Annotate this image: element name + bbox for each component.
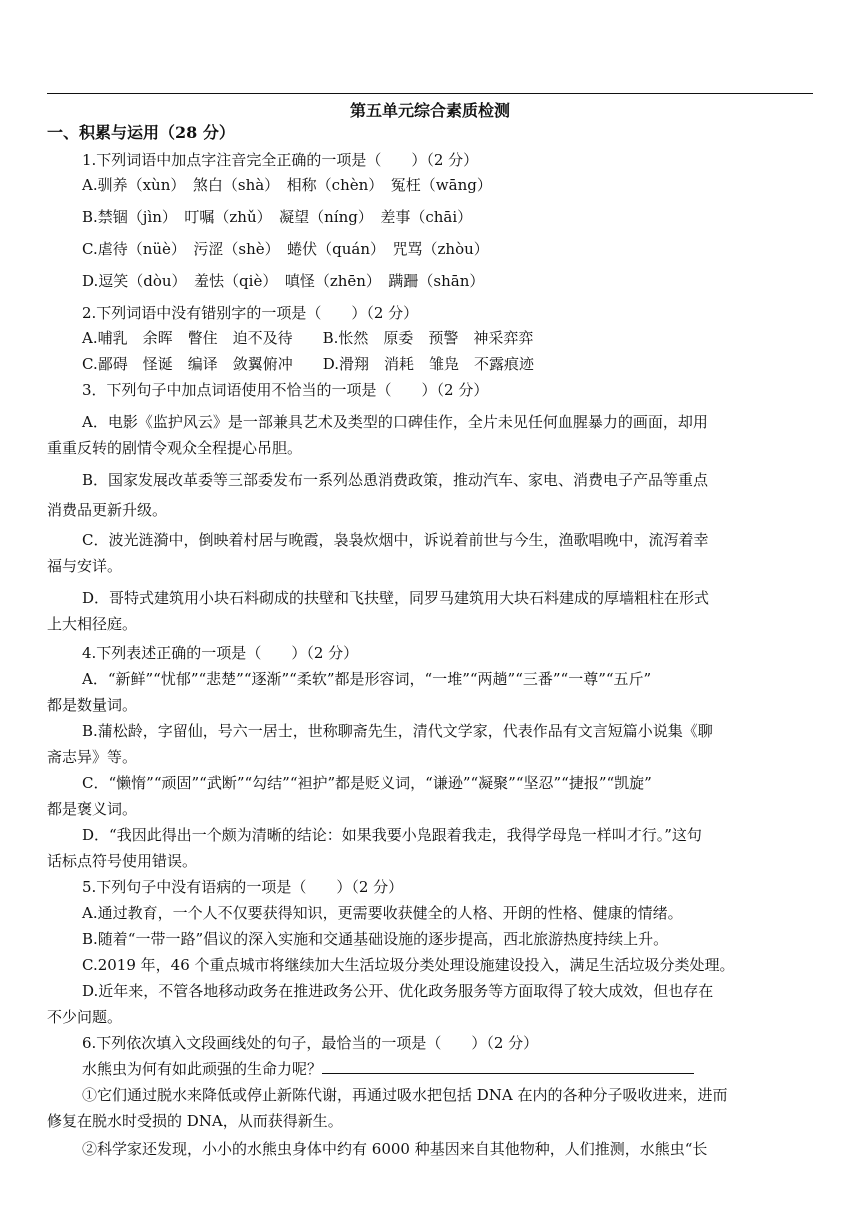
q3-option-b-line2: 消费品更新升级。	[47, 501, 168, 519]
q3-option-b-line1: B．国家发展改革委等三部委发布一系列怂恿消费政策，推动汽车、家电、消费电子产品等重点	[82, 471, 709, 489]
q6-lead-text: 水熊虫为何有如此顽强的生命力呢？	[82, 1060, 323, 1078]
q3-option-a-line1: A．电影《监护风云》是一部兼具艺术及类型的口碑佳作，全片未见任何血腥暴力的画面，却用	[82, 413, 708, 431]
q3-stem: 3．下列句子中加点词语使用不恰当的一项是（ ）（2 分）	[82, 381, 489, 399]
q4-option-a-line2: 都是数量词。	[47, 696, 138, 714]
q6-stem: 6.下列依次填入文段画线处的句子，最恰当的一项是（ ）（2 分）	[82, 1034, 539, 1052]
q4-option-d-line1: D．“我因此得出一个颇为清晰的结论：如果我要小凫跟着我走，我得学母凫一样叫才行。”这句	[82, 826, 702, 844]
q5-option-d-line2: 不少问题。	[47, 1008, 123, 1026]
q3-option-d-line2: 上大相径庭。	[47, 615, 138, 633]
q3-option-d-line1: D．哥特式建筑用小块石料砌成的扶壁和飞扶壁，同罗马建筑用大块石料建成的厚墙粗柱在形式	[82, 589, 710, 607]
q2-options-cd: C.鄙碍 怪诞 编译 敛翼俯冲 D.滑翔 消耗 雏凫 不露痕迹	[82, 355, 534, 373]
q6-lead	[82, 1059, 694, 1079]
q1-stem: 1.下列词语中加点字注音完全正确的一项是（ ）（2 分）	[82, 151, 479, 169]
q4-option-c-line1: C．“懒惰”“顽固”“武断”“勾结”“袒护”都是贬义词，“谦逊”“凝聚”“坚忍”“捷报”“凯旋”	[82, 774, 652, 792]
q5-option-d-line1: D.近年来，不管各地移动政务在推进政务公开、优化政务服务等方面取得了较大成效，但也存在	[82, 982, 714, 1000]
q6-passage1-line2: 修复在脱水时受损的 DNA，从而获得新生。	[47, 1112, 343, 1130]
q3-option-a-line2: 重重反转的剧情令观众全程提心吊胆。	[47, 439, 303, 457]
q4-option-c-line2: 都是褒义词。	[47, 800, 138, 818]
q2-stem: 2.下列词语中没有错别字的一项是（ ）（2 分）	[82, 304, 419, 322]
q5-option-c: C.2019 年，46 个重点城市将继续加大生活垃圾分类处理设施建设投入，满足生活垃圾分类处理。	[82, 956, 735, 974]
q4-option-d-line2: 话标点符号使用错误。	[47, 852, 198, 870]
q3-option-c-line1: C．波光涟漪中，倒映着村居与晚霞，袅袅炊烟中，诉说着前世与今生，渔歌唱晚中，流泻着幸	[82, 531, 709, 549]
section-heading: 一、积累与运用（28 分）	[47, 123, 235, 142]
fill-in-blank-line	[322, 1059, 694, 1074]
q4-option-b-line2: 斋志异》等。	[47, 748, 138, 766]
q4-stem: 4.下列表述正确的一项是（ ）（2 分）	[82, 644, 359, 662]
q6-passage2-line1: ②科学家还发现，小小的水熊虫身体中约有 6000 种基因来自其他物种，人们推测，水熊虫“长	[82, 1140, 708, 1158]
q6-passage1-line1: ①它们通过脱水来降低或停止新陈代谢，再通过吸水把包括 DNA 在内的各种分子吸收进来，进而	[82, 1086, 728, 1104]
q5-option-b: B.随着“一带一路”倡议的深入实施和交通基础设施的逐步提高，西北旅游热度持续上升。	[82, 930, 669, 948]
header-rule	[47, 93, 813, 94]
q3-option-c-line2: 福与安详。	[47, 557, 123, 575]
q2-options-ab: A.哺乳 余晖 瞥住 迫不及待 B.怅然 原委 预警 神采弈弈	[82, 329, 534, 347]
q5-option-a: A.通过教育，一个人不仅要获得知识，更需要收获健全的人格、开朗的性格、健康的情绪。	[82, 904, 683, 922]
q1-option-a: A.驯养（xùn） 煞白（shà） 相称（chèn） 冤枉（wāng）	[82, 176, 492, 194]
q4-option-a-line1: A．“新鲜”“忧郁”“悲楚”“逐渐”“柔软”都是形容词，“一堆”“两趟”“三番”“一尊”“五斤”	[82, 670, 652, 688]
q1-option-d: D.逗笑（dòu） 羞怯（qiè） 嗔怪（zhēn） 蹒跚（shān）	[82, 272, 485, 290]
page-title: 第五单元综合素质检测	[349, 101, 510, 120]
q1-option-c: C.虐待（nüè） 污涩（shè） 蜷伏（quán） 咒骂（zhòu）	[82, 240, 489, 258]
q5-stem: 5.下列句子中没有语病的一项是（ ）（2 分）	[82, 878, 404, 896]
q4-option-b-line1: B.蒲松龄，字留仙，号六一居士，世称聊斋先生，清代文学家，代表作品有文言短篇小说集《聊	[82, 722, 713, 740]
q1-option-b: B.禁锢（jìn） 叮嘱（zhǔ） 凝望（níng） 差事（chāi）	[82, 208, 473, 226]
